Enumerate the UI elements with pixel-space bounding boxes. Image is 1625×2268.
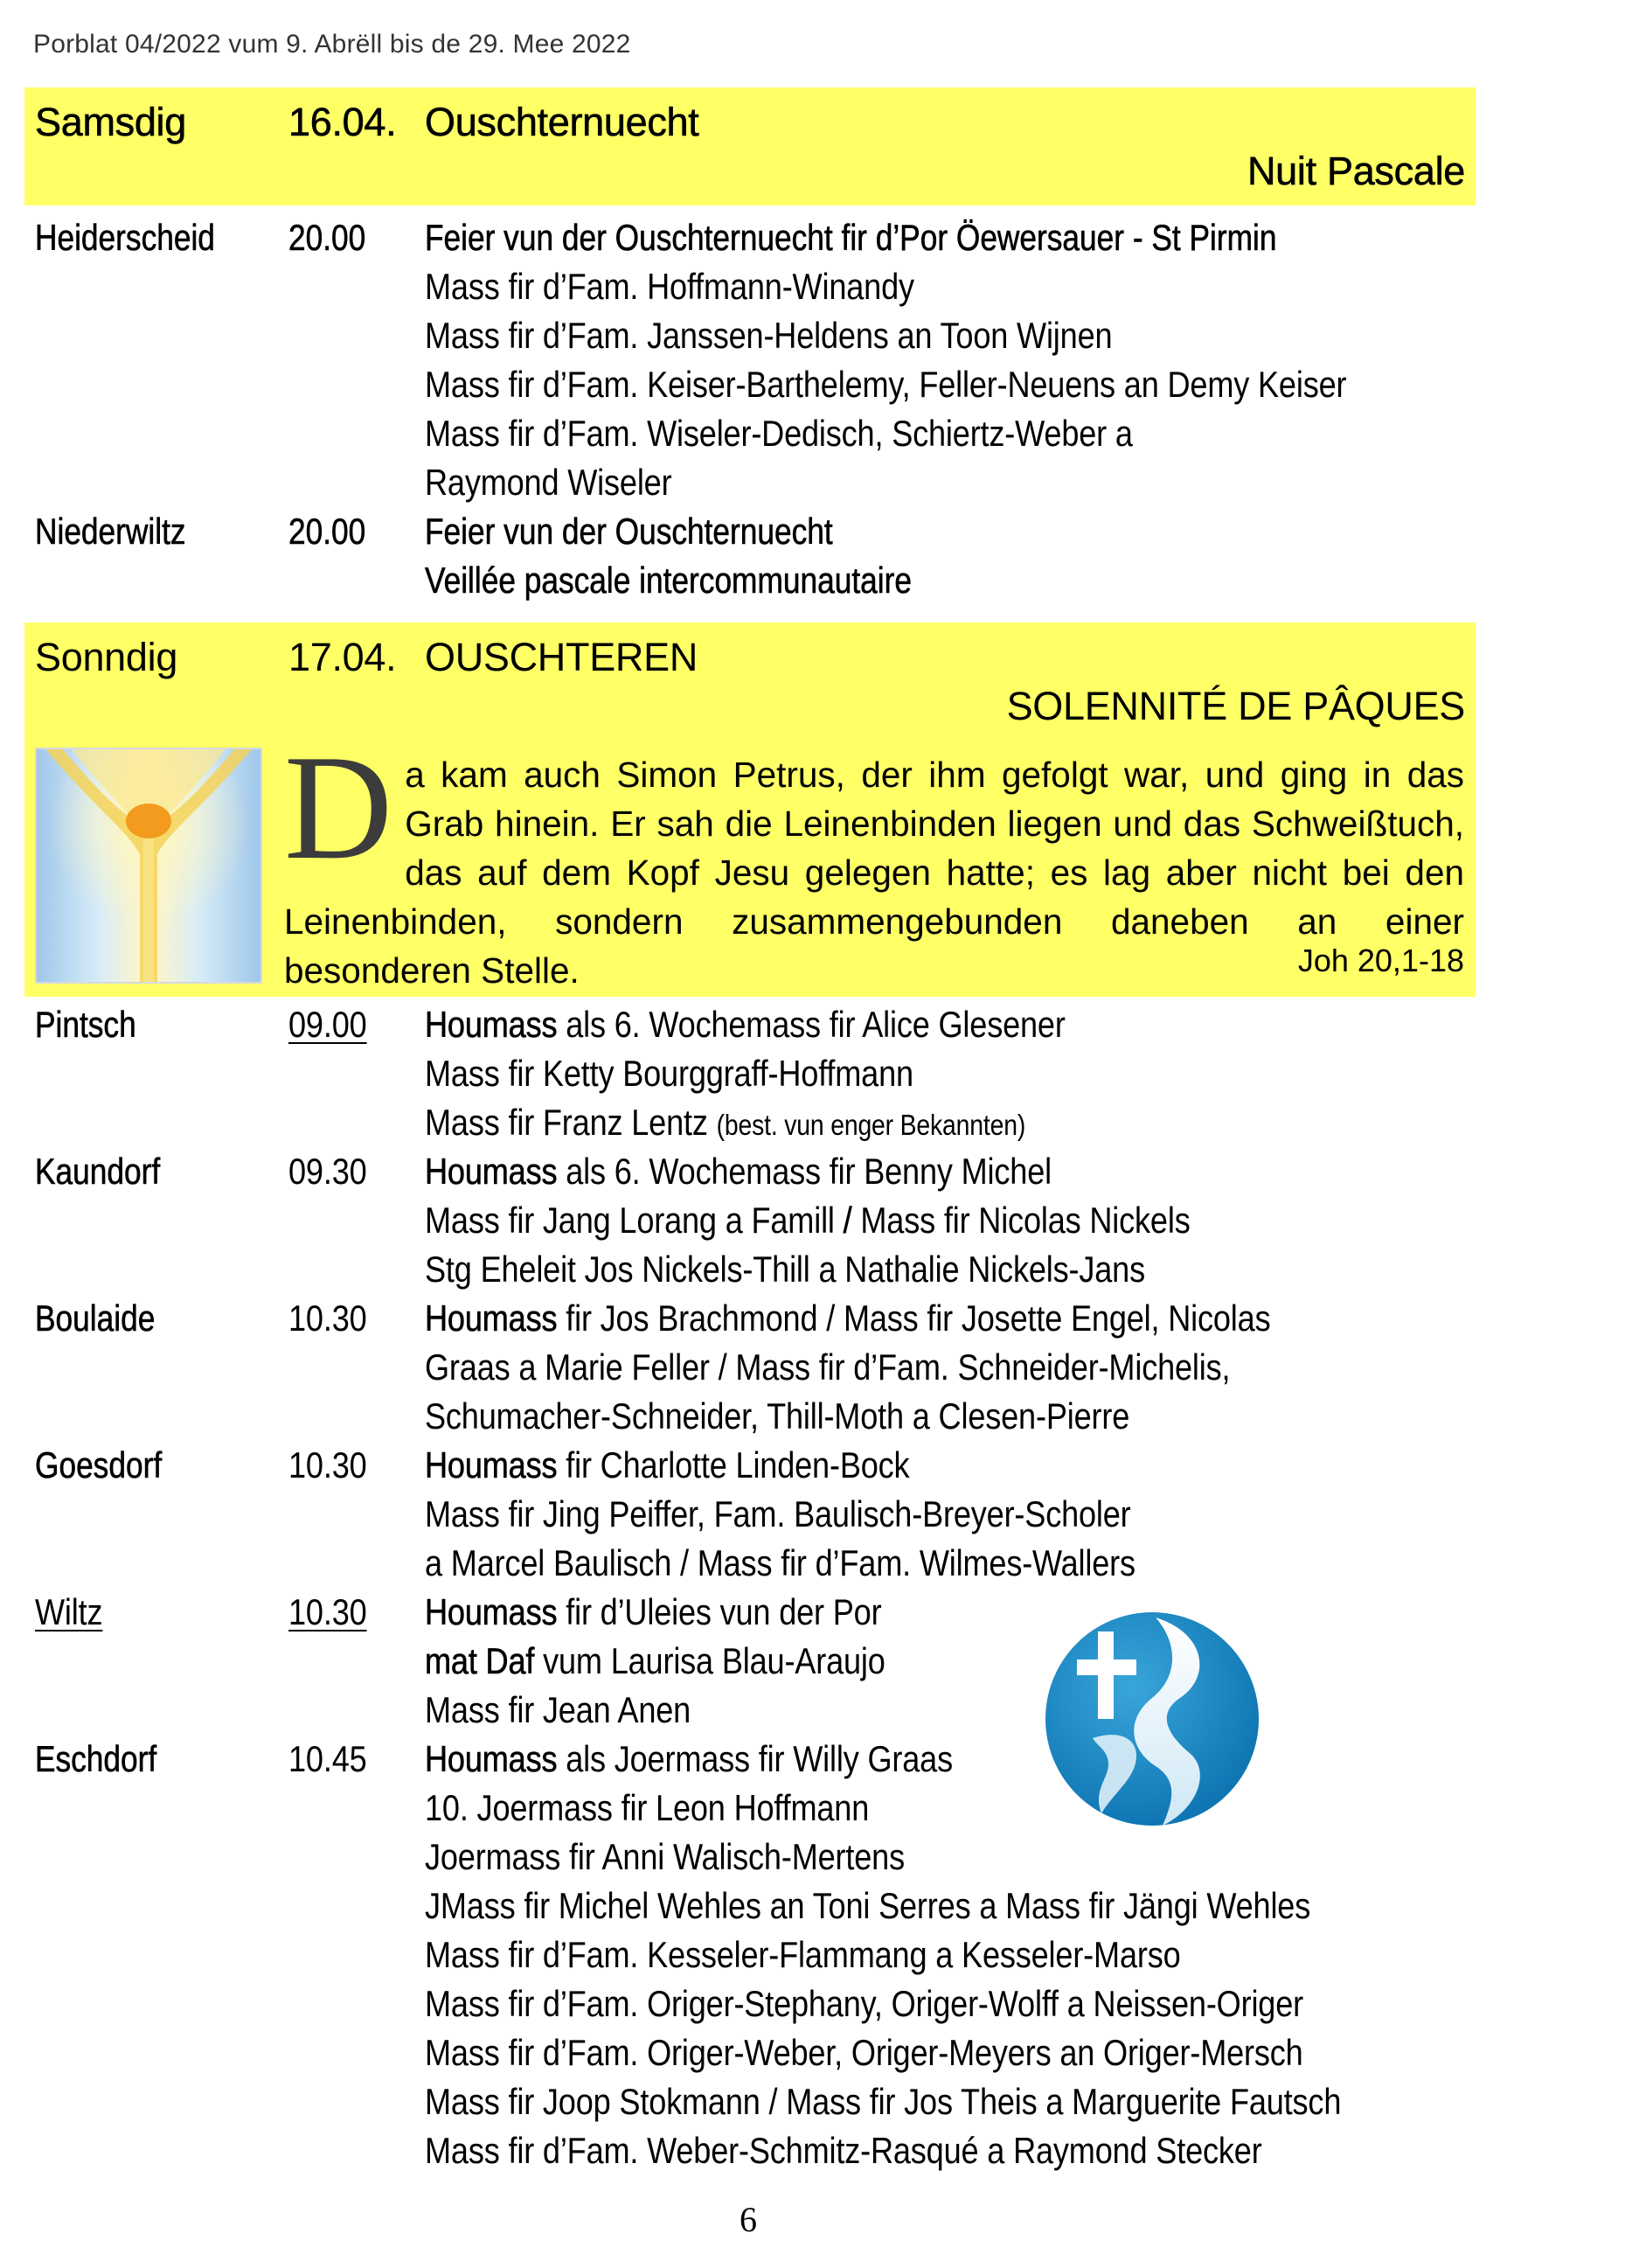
entry-line: Mass fir d’Fam. Origer-Stephany, Origer-Wolff a Neissen-Origer: [425, 1983, 1304, 2024]
entry-time: 10.30: [288, 1297, 367, 1339]
entry-line: Mass fir Joop Stokmann / Mass fir Jos Theis a Marguerite Fautsch: [425, 2081, 1342, 2122]
entry-place: Kaundorf: [35, 1151, 161, 1192]
entry-time: 10.30: [288, 1444, 367, 1485]
entry-place: Eschdorf: [35, 1738, 157, 1779]
entry-line: JMass fir Michel Wehles an Toni Serres a Mass fir Jängi Wehles: [425, 1885, 1311, 1926]
entry-line: Houmass als 6. Wochemass fir Benny Michel: [425, 1151, 1052, 1192]
entry-line: Mass fir Jang Lorang a Famill / Mass fir Nicolas Nickels: [425, 1200, 1191, 1241]
sunday-day: Sonndig: [35, 635, 178, 679]
entry-line: Feier vun der Ouschternuecht fir d’Por Öewersauer - St Pirmin: [425, 217, 1277, 258]
entry-line: mat Daf vum Laurisa Blau-Araujo: [425, 1640, 885, 1681]
entry-line: Stg Eheleit Jos Nickels-Thill a Nathalie Nickels-Jans: [425, 1249, 1145, 1290]
risen-light-figure-icon: [35, 748, 262, 984]
entry-line: Houmass als 6. Wochemass fir Alice Glesener: [425, 1004, 1066, 1045]
page-number: 6: [740, 2200, 757, 2239]
entry-place: Boulaide: [35, 1297, 156, 1339]
entry-line: Mass fir d’Fam. Weber-Schmitz-Rasqué a Raymond Stecker: [425, 2130, 1262, 2171]
sunday-date: 17.04.: [288, 635, 397, 679]
entry-line: Mass fir d’Fam. Janssen-Heldens an Toon Wijnen: [425, 315, 1113, 356]
saturday-subtitle: Nuit Pascale: [1247, 149, 1465, 193]
entry-time: 10.30: [288, 1591, 367, 1632]
entry-place: Pintsch: [35, 1004, 136, 1045]
saturday-day: Samsdig: [35, 100, 186, 144]
entry-line: Mass fir Franz Lentz (best. vun enger Bekannten): [425, 1102, 1026, 1143]
entry-line: Mass fir d’Fam. Hoffmann-Winandy: [425, 266, 914, 307]
sunday-subtitle: SOLENNITÉ DE PÂQUES: [1006, 684, 1465, 728]
entry-time: 20.00: [288, 217, 366, 258]
page-header: Porblat 04/2022 vum 9. Abrëll bis de 29. Mee 2022: [33, 30, 631, 59]
quote-dropcap: D: [284, 725, 393, 891]
entry-line: Schumacher-Schneider, Thill-Moth a Clesen-Pierre: [425, 1395, 1130, 1437]
entry-place: Wiltz: [35, 1591, 103, 1632]
entry-line: Feier vun der Ouschternuecht: [425, 511, 833, 552]
saturday-banner: [24, 87, 1476, 205]
quote-text: a kam auch Simon Petrus, der ihm gefolgt war, und ging in das Grab hinein. Er sah die Leinenbinden liegen und das Schweißtuch, das auf dem Kopf Jesu gelegen hatte; es lag aber nicht bei den Leinenbinden, sondern zusammengebunden daneben an einer besonderen Stelle.: [284, 755, 1464, 991]
saturday-date: 16.04.: [288, 100, 397, 144]
entry-time: 10.45: [288, 1738, 367, 1779]
entry-line: Houmass fir Charlotte Linden-Bock: [425, 1444, 910, 1485]
entry-line: Veillée pascale intercommunautaire: [425, 560, 912, 601]
entry-line: Mass fir d’Fam. Origer-Weber, Origer-Meyers an Origer-Mersch: [425, 2032, 1303, 2073]
sunday-title: OUSCHTEREN: [425, 635, 698, 679]
entry-line: Joermass fir Anni Walisch-Mertens: [425, 1836, 905, 1877]
entry-line: Mass fir d’Fam. Wiseler-Dedisch, Schiertz-Weber a: [425, 413, 1133, 454]
entry-line: Mass fir Jing Peiffer, Fam. Baulisch-Breyer-Scholer: [425, 1493, 1131, 1534]
entry-line: Mass fir d’Fam. Kesseler-Flammang a Kesseler-Marso: [425, 1934, 1181, 1975]
cross-river-logo-icon: [1040, 1607, 1264, 1831]
entry-time: 09.30: [288, 1151, 367, 1192]
entry-place: Niederwiltz: [35, 511, 186, 552]
quote-reference: Joh 20,1-18: [1297, 943, 1464, 978]
entry-line: Mass fir Ketty Bourggraff-Hoffmann: [425, 1053, 913, 1094]
entry-line: Graas a Marie Feller / Mass fir d’Fam. Schneider-Michelis,: [425, 1346, 1231, 1388]
entry-line: 10. Joermass fir Leon Hoffmann: [425, 1787, 870, 1828]
entry-place: Goesdorf: [35, 1444, 163, 1485]
gospel-quote: [284, 725, 1464, 995]
entry-time: 20.00: [288, 511, 366, 552]
entry-line: Houmass fir Jos Brachmond / Mass fir Josette Engel, Nicolas: [425, 1297, 1271, 1339]
entry-line: Mass fir d’Fam. Keiser-Barthelemy, Feller-Neuens an Demy Keiser: [425, 364, 1347, 405]
entry-line: a Marcel Baulisch / Mass fir d’Fam. Wilmes-Wallers: [425, 1542, 1135, 1583]
entry-line: Mass fir Jean Anen: [425, 1689, 691, 1730]
entry-line: Raymond Wiseler: [425, 462, 672, 503]
entry-line: Houmass fir d’Uleies vun der Por: [425, 1591, 882, 1632]
entry-time: 09.00: [288, 1004, 367, 1045]
entry-place: Heiderscheid: [35, 217, 215, 258]
entry-line: Houmass als Joermass fir Willy Graas: [425, 1738, 953, 1779]
saturday-title: Ouschternuecht: [425, 100, 699, 144]
